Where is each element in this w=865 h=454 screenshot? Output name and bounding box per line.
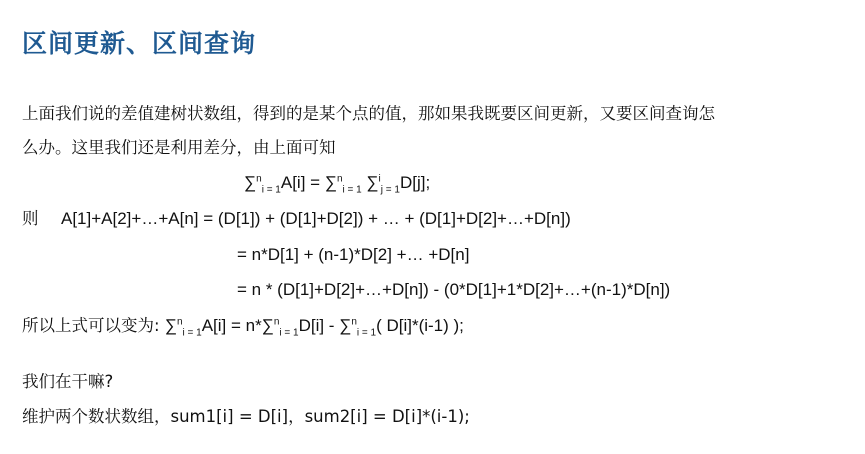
formula-line-2: A[1]+A[2]+…+A[n] = (D[1]) + (D[1]+D[2]) + … + (D[1]+D[2]+…+D[n]) xyxy=(61,209,571,228)
paragraph-line-2: 么办。这里我们还是利用差分，由上面可知 xyxy=(22,138,336,157)
sum-lower-limit: j = 1 xyxy=(380,184,400,196)
conclusion-term-a: A[i] = n* xyxy=(201,316,262,335)
sum-symbol: ∑ xyxy=(339,316,352,335)
section-heading: 区间更新、区间查询 xyxy=(22,29,257,58)
sum-lower-limit: i = 1 xyxy=(182,327,202,339)
ze-label: 则 xyxy=(22,209,39,228)
formula-line-4: = n * (D[1]+D[2]+…+D[n]) - (0*D[1]+1*D[2]+…+(n-1)*D[n]) xyxy=(237,280,671,299)
sum-lower-limit: i = 1 xyxy=(356,327,377,339)
sum-lower-limit: i = 1 xyxy=(261,184,281,196)
sum-symbol: ∑ xyxy=(244,173,257,192)
paragraph-line-1: 上面我们说的差值建树状数组，得到的是某个点的值，那如果我既要区间更新，又要区间查询怎 xyxy=(22,104,715,123)
sum-upper-limit: n xyxy=(176,316,183,328)
formula-line-1 xyxy=(244,173,431,196)
sum-lower-limit: i = 1 xyxy=(342,184,362,196)
conclusion-term-c: ( D[i]*(i-1) ); xyxy=(376,316,464,335)
conclusion-line xyxy=(22,316,464,339)
sum-symbol: ∑ xyxy=(164,316,177,335)
sum-upper-limit: n xyxy=(336,173,343,185)
sum-symbol: ∑ xyxy=(324,173,337,192)
sum-lower-limit: i = 1 xyxy=(279,327,299,339)
sum-symbol: ∑ xyxy=(366,173,379,192)
sum-symbol: ∑ xyxy=(261,316,274,335)
sum-upper-limit: n xyxy=(351,316,357,328)
formula-line-1-rhs: D[j]; xyxy=(399,173,431,192)
formula-line-3: = n*D[1] + (n-1)*D[2] +… +D[n] xyxy=(237,245,470,264)
conclusion-prefix: 所以上式可以变为: xyxy=(22,316,160,335)
question-line: 我们在干嘛? xyxy=(22,372,114,391)
sum-upper-limit: i xyxy=(378,173,381,185)
answer-line: 维护两个数状数组，sum1[i] = D[i]，sum2[i] = D[i]*(i-1); xyxy=(22,407,470,426)
formula-line-1-lhs: A[i] = xyxy=(280,173,325,192)
sum-upper-limit: n xyxy=(273,316,280,328)
sum-upper-limit: n xyxy=(256,173,262,185)
conclusion-term-b: D[i] - xyxy=(298,316,340,335)
